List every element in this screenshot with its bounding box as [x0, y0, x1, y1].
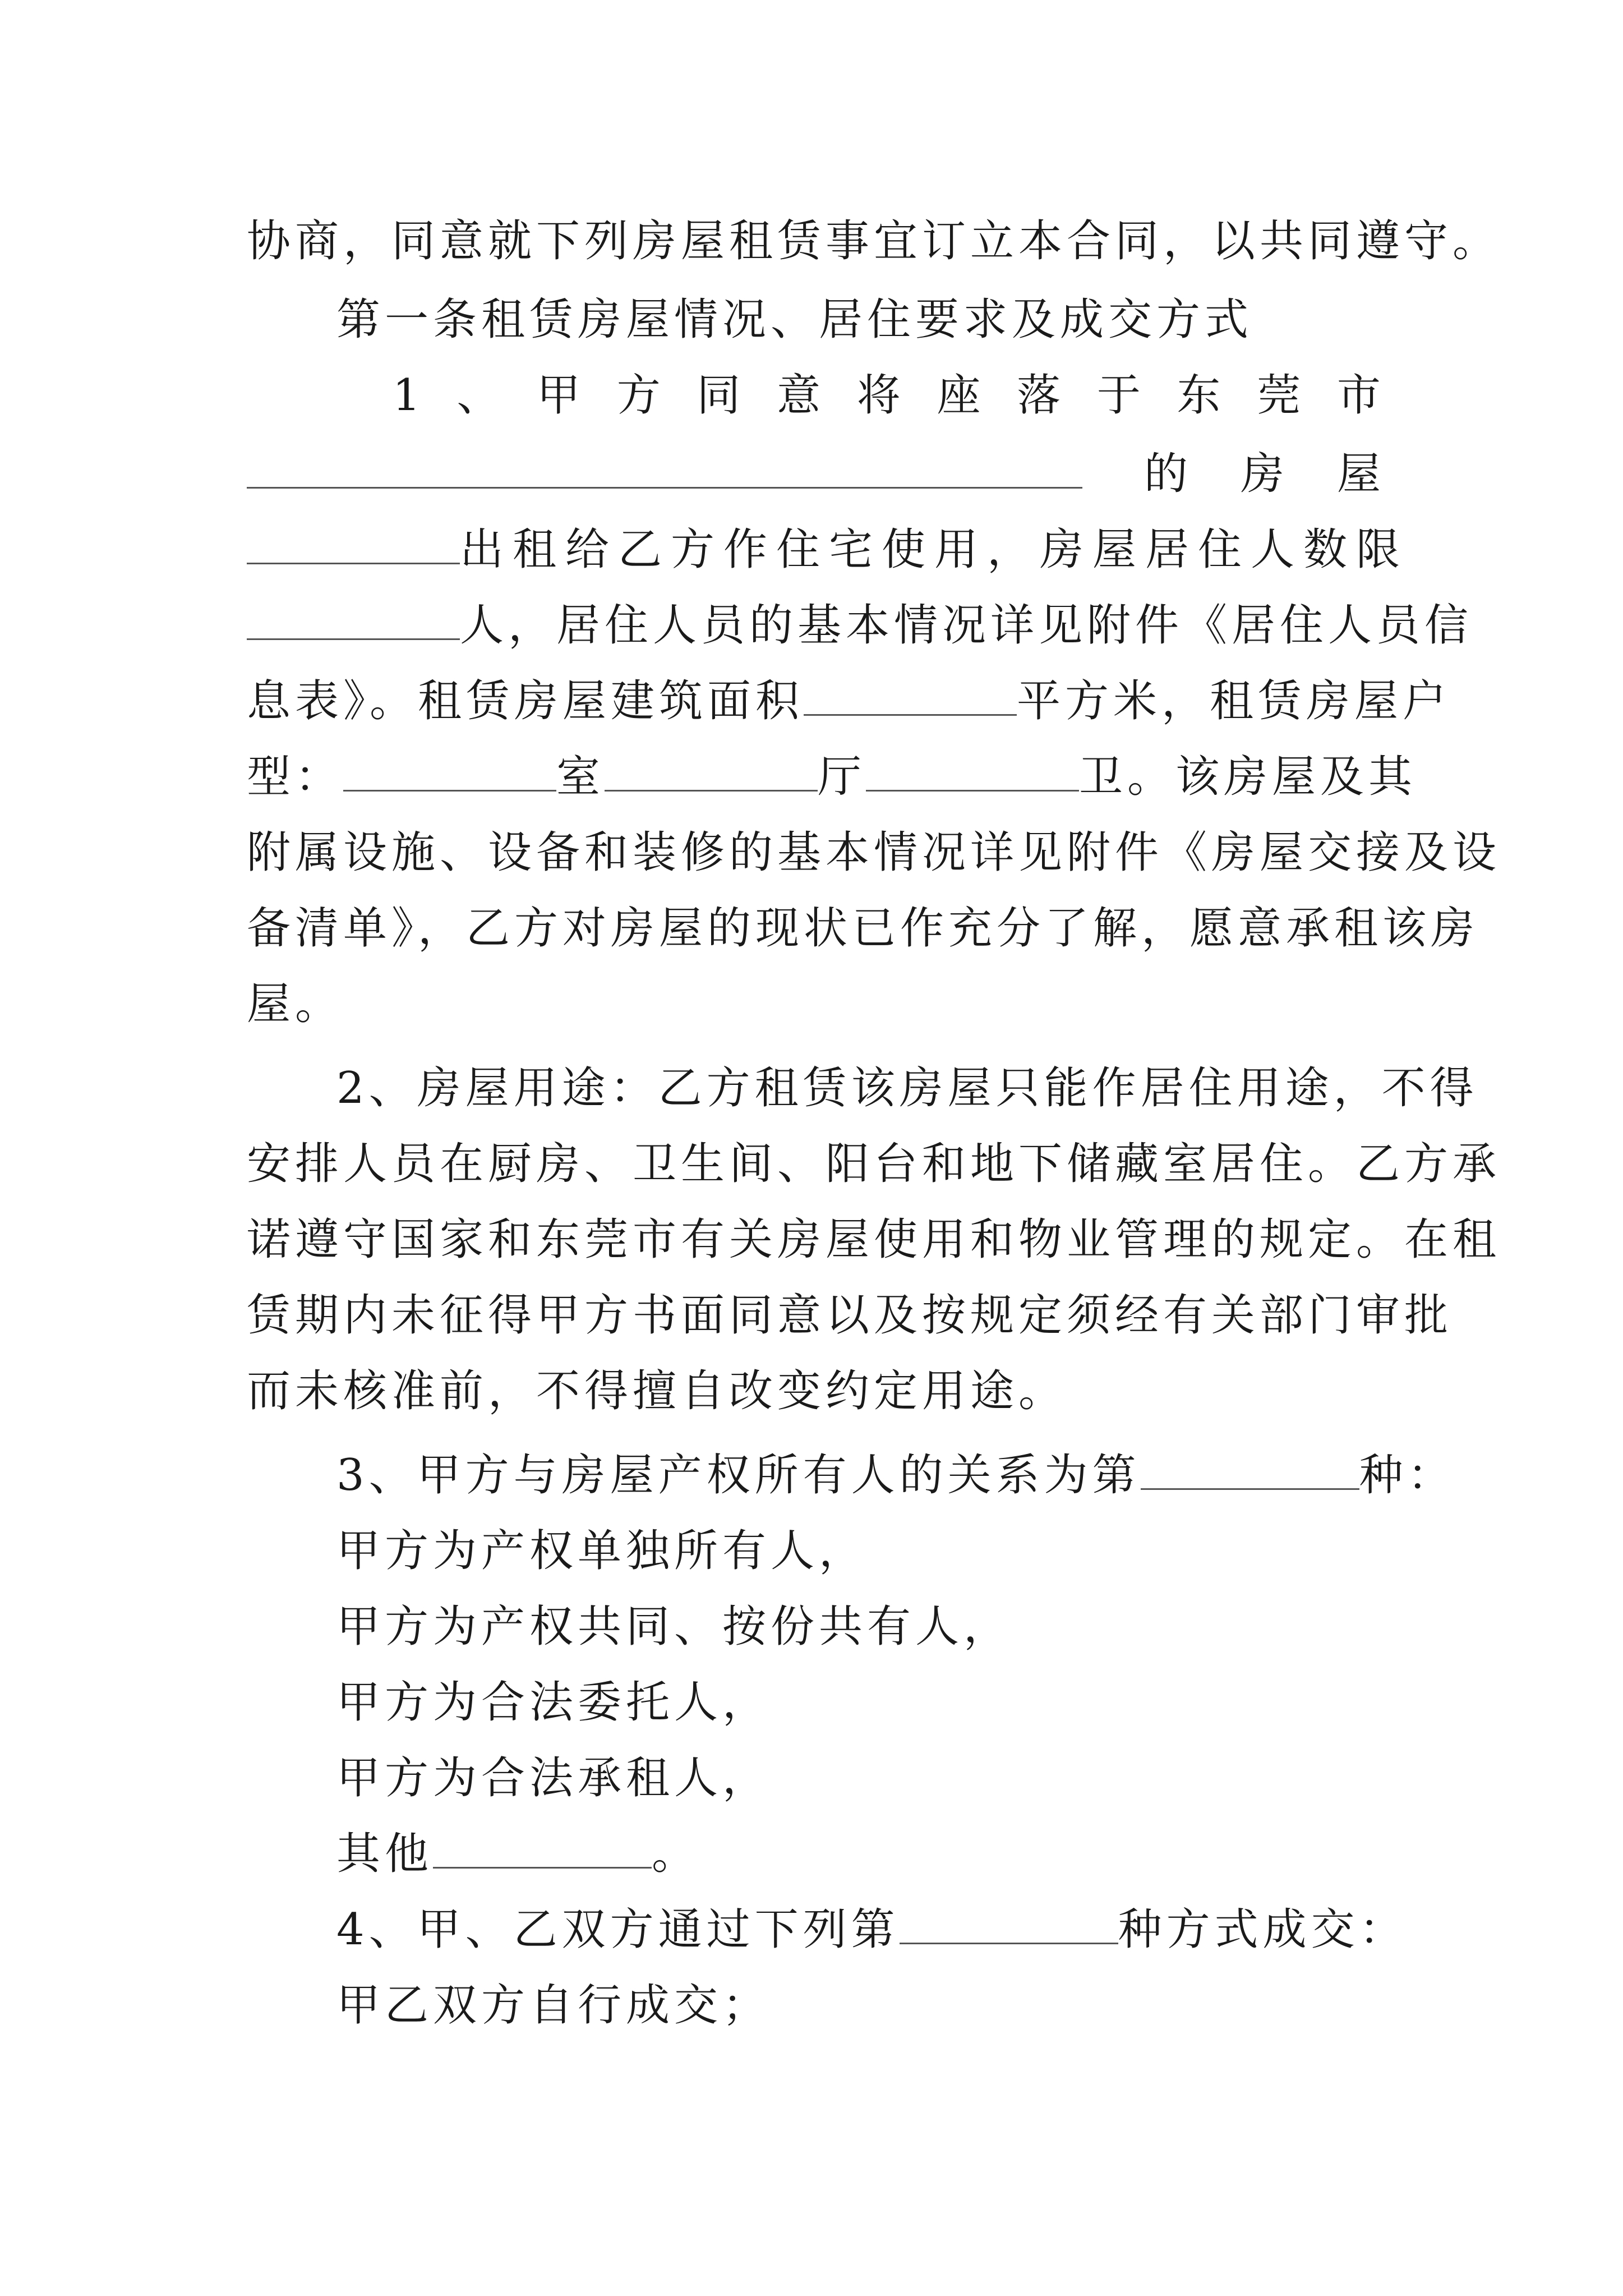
clause1-line9: [247, 970, 1385, 1038]
paragraph-text: 卫。该房屋及其: [1079, 752, 1417, 802]
char: 房: [1240, 449, 1289, 499]
clause1-line1: [393, 362, 1385, 429]
paragraph-text: 赁期内未征得甲方书面同意以及按规定须经有关部门审批: [247, 1290, 1453, 1341]
paragraph-text: 备清单》，乙方对房屋的现状已作充分了解，愿意承租该房: [247, 903, 1479, 954]
option-text: 甲乙双方自行成交；: [336, 1980, 771, 2031]
paragraph-text: 2、房屋用途：乙方租赁该房屋只能作居住用途，不得: [336, 1063, 1478, 1114]
section-heading-text: 第一条租赁房屋情况、居住要求及成交方式: [336, 295, 1253, 345]
option-text: 其他: [336, 1829, 434, 1879]
residents-count-blank: [247, 599, 460, 640]
char: 、: [457, 370, 505, 421]
paragraph-text: 种：: [1359, 1450, 1456, 1501]
char: 将: [856, 370, 905, 421]
paragraph-text: 屋。: [247, 979, 344, 1029]
clause3-option-4: [336, 1745, 1385, 1812]
clause1-line5: [247, 668, 1451, 735]
other-blank: [433, 1828, 652, 1869]
paragraph-text: 出租给乙方作住宅使用，房屋居住人数限: [460, 524, 1409, 575]
char: 莞: [1257, 370, 1306, 421]
transaction-type-blank: [900, 1903, 1118, 1944]
paragraph-text: 息表》。租赁房屋建筑面积: [247, 676, 804, 726]
paragraph-text: 协商，同意就下列房屋租赁事宜订立本合同，以共同遵守。: [247, 216, 1501, 266]
halls-blank: [605, 751, 818, 792]
paragraph-text: 种方式成交：: [1118, 1904, 1408, 1955]
clause4-option-1: [336, 1972, 1385, 2039]
option-text: 甲方为合法委托人，: [336, 1677, 771, 1728]
char: 落: [1017, 370, 1066, 421]
rooms-blank: [343, 751, 556, 792]
clause1-line8: [247, 895, 1479, 962]
paragraph-text: 室: [556, 752, 605, 802]
char: 市: [1336, 370, 1385, 421]
char: 甲: [537, 370, 585, 421]
paragraph-text: 人，居住人员的基本情况详见附件《居住人员信: [460, 600, 1473, 651]
clause1-line4: [247, 592, 1473, 659]
paragraph-text: 厅: [818, 752, 866, 802]
address-blank: [247, 448, 1082, 489]
clause1-line6: [247, 743, 1417, 811]
option-text: 甲方为合法承租人，: [336, 1753, 771, 1803]
paragraph-text: 诺遵守国家和东莞市有关房屋使用和物业管理的规定。在租: [247, 1214, 1501, 1265]
paragraph-text: 而未核准前，不得擅自改变约定用途。: [247, 1366, 1067, 1416]
char: 方: [616, 370, 665, 421]
char: 1: [393, 370, 425, 421]
paragraph-text: 3、甲方与房屋产权所有人的关系为第: [336, 1450, 1141, 1501]
option-text: 甲方为产权共同、按份共有人，: [336, 1602, 1012, 1652]
clause3-option-5: [336, 1820, 1385, 1888]
bathrooms-blank: [866, 751, 1079, 792]
paragraph-text: 附属设施、设备和装修的基本情况详见附件《房屋交接及设: [247, 827, 1501, 878]
area-blank: [804, 675, 1017, 716]
paragraph-text: 平方米，租赁房屋户: [1017, 676, 1451, 726]
clause2-line4: [247, 1282, 1453, 1349]
char: 屋: [1336, 449, 1385, 499]
clause3-line1: [336, 1442, 1456, 1509]
relationship-type-blank: [1141, 1449, 1359, 1490]
clause3-option-2: [336, 1593, 1385, 1660]
char: 于: [1096, 370, 1145, 421]
clause2-line5: [247, 1358, 1385, 1425]
clause1-line7: [247, 819, 1501, 886]
option-text: 甲方为产权单独所有人，: [336, 1526, 868, 1576]
address-suffix: [1144, 440, 1385, 508]
option-text: 。: [652, 1829, 700, 1879]
clause2-line3: [247, 1206, 1501, 1273]
paragraph-line: [247, 208, 1501, 275]
char: 同: [697, 370, 745, 421]
clause2-line2: [247, 1130, 1501, 1198]
section-heading: [336, 286, 1385, 353]
paragraph-text: 安排人员在厨房、卫生间、阳台和地下储藏室居住。乙方承: [247, 1139, 1501, 1189]
clause2-line1: [336, 1055, 1478, 1122]
char: 座: [937, 370, 985, 421]
clause4-line1: [336, 1896, 1408, 1963]
char: 东: [1177, 370, 1225, 421]
clause3-option-1: [336, 1517, 1385, 1585]
paragraph-text: 型：: [247, 752, 344, 802]
char: 的: [1144, 449, 1193, 499]
clause1-line2: [247, 440, 1385, 508]
house-blank: [247, 523, 460, 564]
char: 意: [777, 370, 826, 421]
clause3-option-3: [336, 1669, 1385, 1736]
clause1-line3: [247, 516, 1409, 583]
paragraph-text: 4、甲、乙双方通过下列第: [336, 1904, 900, 1955]
